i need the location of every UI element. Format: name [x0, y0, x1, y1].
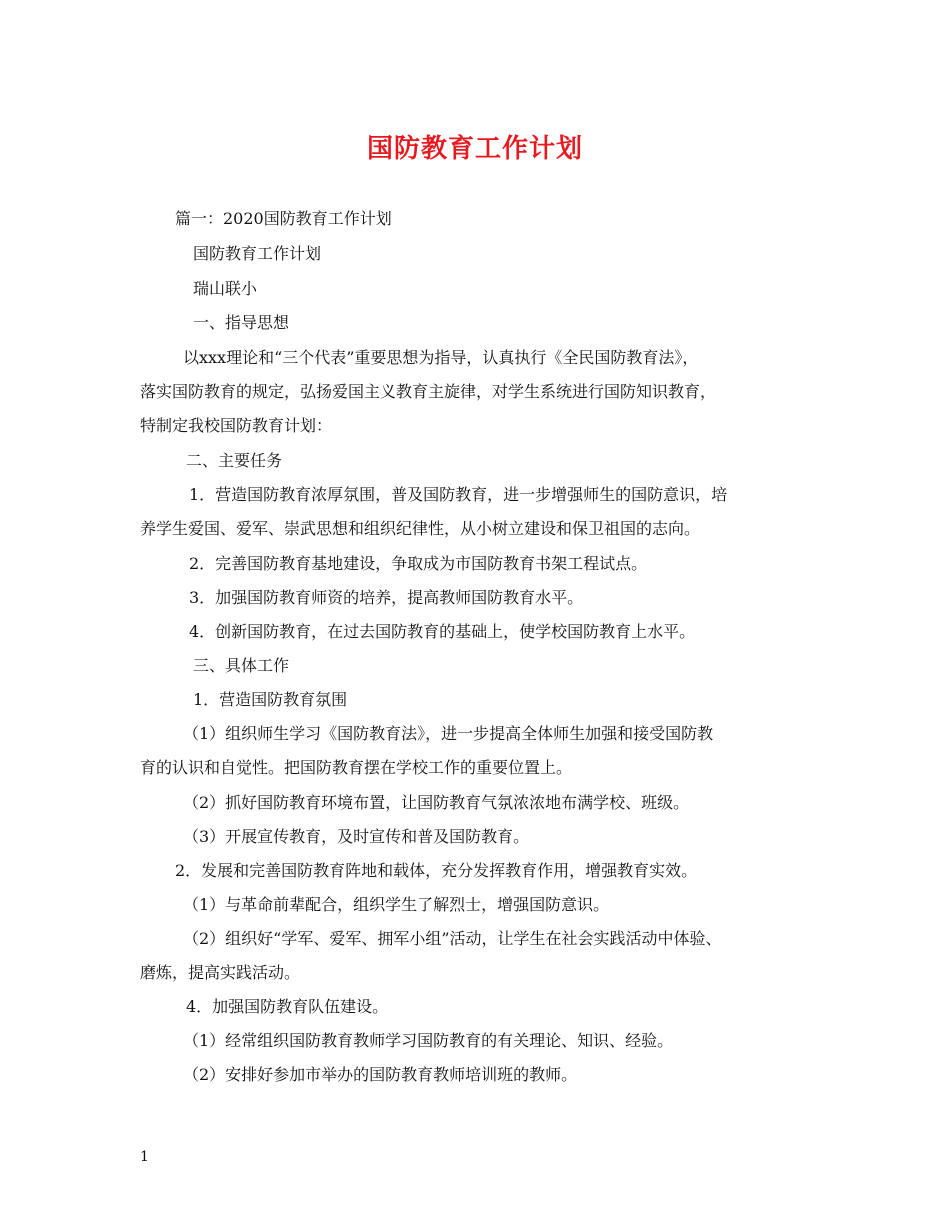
text-line-22: （2）组织好“学军、爱军、拥军小组”活动，让学生在社会实践活动中体验、: [183, 929, 722, 948]
text-line-24: 4．加强国防教育队伍建设。: [186, 997, 389, 1016]
page-number: 1: [140, 1149, 149, 1165]
section-heading-1: 一、指导思想: [193, 313, 290, 332]
text-line-10: 养学生爱国、爱军、崇武思想和组织纪律性，从小树立建设和保卫祖国的志向。: [140, 519, 701, 538]
text-line-12: 3．加强国防教育师资的培养，提高教师国防教育水平。: [189, 588, 584, 607]
text-line-17: 育的认识和自觉性。把国防教育摆在学校工作的重要位置上。: [140, 758, 573, 777]
text-line-19: （3）开展宣传教育，及时宣传和普及国防教育。: [183, 827, 530, 846]
text-line-7: 特制定我校国防教育计划：: [140, 416, 333, 435]
text-line-9: 1．营造国防教育浓厚氛围，普及国防教育，进一步增强师生的国防意识，培: [189, 485, 728, 504]
text-line-3: 瑞山联小: [193, 279, 258, 298]
text-line-1: 篇一：2020国防教育工作计划: [175, 209, 392, 228]
text-line-21: （1）与革命前辈配合，组织学生了解烈士，增强国防意识。: [183, 895, 610, 914]
text-line-2: 国防教育工作计划: [193, 244, 322, 263]
document-title: 国防教育工作计划: [366, 134, 583, 164]
text-line-11: 2．完善国防教育基地建设，争取成为市国防教育书架工程试点。: [189, 554, 648, 573]
section-heading-3: 三、具体工作: [193, 656, 290, 675]
text-line-15: 1．营造国防教育氛围: [193, 690, 348, 709]
text-line-5: 以xxx理论和“三个代表”重要思想为指导，认真执行《全民国防教育法》，: [183, 348, 699, 367]
text-line-20: 2．发展和完善国防教育阵地和载体，充分发挥教育作用，增强教育实效。: [175, 861, 698, 880]
text-line-23: 磨炼，提高实践活动。: [140, 963, 301, 982]
text-line-13: 4．创新国防教育，在过去国防教育的基础上，使学校国防教育上水平。: [189, 622, 696, 641]
text-line-18: （2）抓好国防教育环境布置，让国防教育气氛浓浓地布满学校、班级。: [183, 793, 690, 812]
text-line-25: （1）经常组织国防教育教师学习国防教育的有关理论、知识、经验。: [183, 1031, 674, 1050]
section-heading-2: 二、主要任务: [186, 451, 283, 470]
text-line-26: （2）安排好参加市举办的国防教育教师培训班的教师。: [183, 1065, 578, 1084]
text-line-16: （1）组织师生学习《国防教育法》，进一步提高全体师生加强和接受国防教: [183, 724, 714, 743]
text-line-6: 落实国防教育的规定，弘扬爱国主义教育主旋律，对学生系统进行国防知识教育，: [140, 382, 717, 401]
